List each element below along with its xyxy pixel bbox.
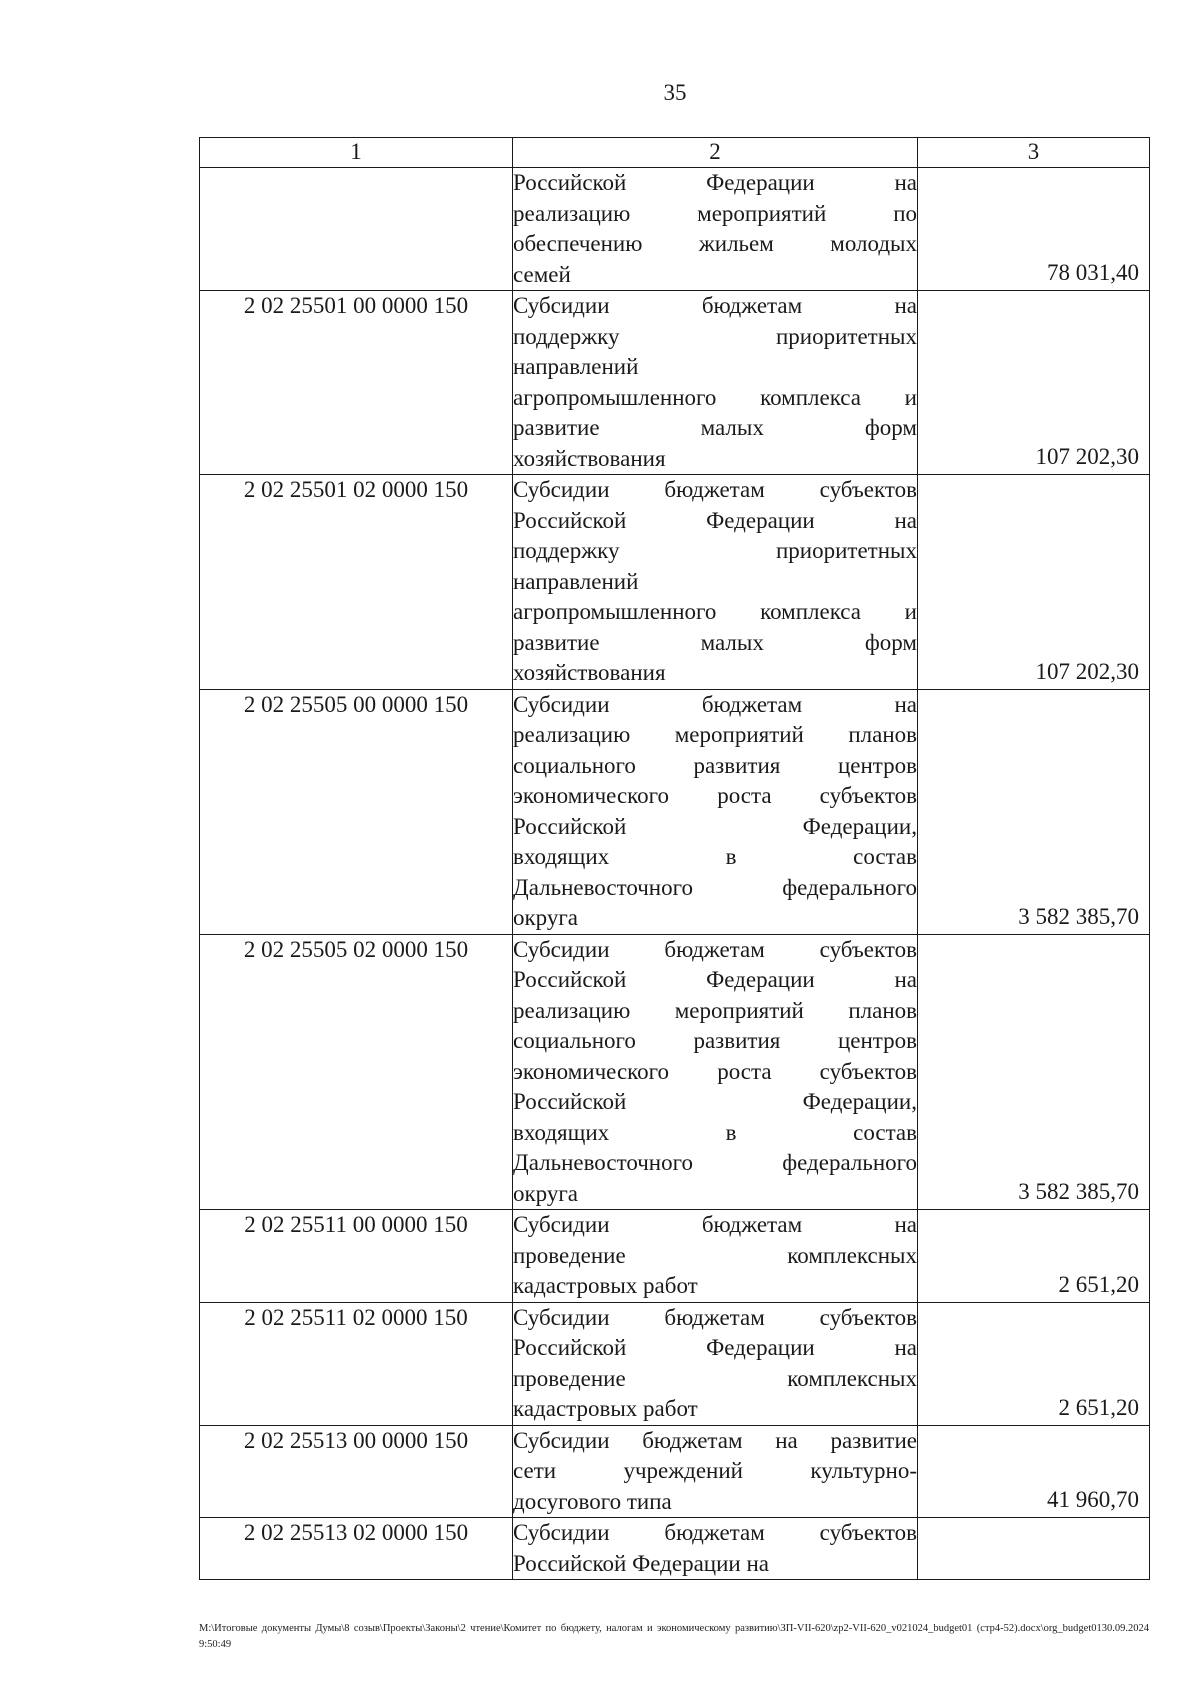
description-line: Субсидии бюджетам на развитие bbox=[513, 1427, 917, 1453]
description-cell bbox=[513, 1518, 918, 1580]
table-row bbox=[200, 1518, 1150, 1580]
description-line: проведение комплексных bbox=[513, 1365, 917, 1391]
budget-code-cell: 2 02 25501 02 0000 150 bbox=[200, 475, 513, 690]
description-line: Российской Федерации на bbox=[513, 967, 917, 992]
budget-code-cell bbox=[200, 168, 513, 291]
description-line: кадастровых работ bbox=[513, 1273, 698, 1298]
description-line: социального развития центров bbox=[513, 752, 917, 778]
description-line: округа bbox=[513, 1180, 579, 1206]
description-line: Российской Федерации, bbox=[513, 813, 917, 839]
description-line: входящих в состав bbox=[513, 1119, 917, 1145]
description-line: сети учреждений культурно- bbox=[513, 1458, 917, 1483]
description-line: экономического роста субъектов bbox=[513, 783, 917, 808]
description-line: Субсидии бюджетам на bbox=[513, 293, 917, 318]
description-line: Дальневосточного федерального bbox=[513, 1150, 917, 1175]
description-line: направлений bbox=[513, 568, 639, 594]
description-cell bbox=[513, 291, 918, 475]
description-line: Субсидии бюджетам субъектов bbox=[513, 936, 917, 962]
description-line: реализацию мероприятий по bbox=[513, 200, 917, 226]
description-line: Субсидии бюджетам субъектов bbox=[513, 1520, 917, 1545]
description-line: направлений bbox=[513, 354, 639, 379]
description-line: Российской Федерации на bbox=[513, 1550, 769, 1576]
description-line: входящих в состав bbox=[513, 844, 917, 869]
description-line: проведение комплексных bbox=[513, 1242, 917, 1268]
amount-cell: 107 202,30 bbox=[918, 291, 1150, 475]
amount-cell: 2 651,20 bbox=[918, 1302, 1150, 1425]
description-line: развитие малых форм bbox=[513, 415, 917, 440]
budget-code-cell: 2 02 25501 00 0000 150 bbox=[200, 291, 513, 475]
table-row bbox=[200, 1210, 1150, 1303]
budget-code-cell: 2 02 25513 00 0000 150 bbox=[200, 1425, 513, 1518]
amount-cell: 3 582 385,70 bbox=[918, 689, 1150, 934]
description-line: поддержку приоритетных bbox=[513, 538, 917, 563]
column-header-description: 2 bbox=[513, 138, 918, 168]
description-cell bbox=[513, 168, 918, 291]
table-body bbox=[200, 138, 1150, 1580]
description-line: досугового типа bbox=[513, 1488, 672, 1514]
description-line: семей bbox=[513, 261, 571, 287]
description-line: экономического роста субъектов bbox=[513, 1058, 917, 1084]
description-line: Субсидии бюджетам на bbox=[513, 691, 917, 717]
description-line: реализацию мероприятий планов bbox=[513, 722, 917, 747]
description-line: Субсидии бюджетам субъектов bbox=[513, 1304, 917, 1330]
budget-code-cell: 2 02 25511 02 0000 150 bbox=[200, 1302, 513, 1425]
description-cell bbox=[513, 1425, 918, 1518]
description-line: хозяйствования bbox=[513, 445, 666, 471]
description-line: Российской Федерации на bbox=[513, 507, 917, 533]
description-line: Российской Федерации, bbox=[513, 1089, 917, 1114]
description-line: Российской Федерации на bbox=[513, 170, 917, 195]
table-row bbox=[200, 934, 1150, 1210]
amount-cell: 3 582 385,70 bbox=[918, 934, 1150, 1210]
page-number: 35 bbox=[663, 80, 687, 105]
table-row bbox=[200, 291, 1150, 475]
description-line: социального развития центров bbox=[513, 1028, 917, 1053]
document-file-path: M:\Итоговые документы Думы\8 созыв\Проекты\Законы\2 чтение\Комитет по бюджету, налогам и экономическому развитию\ЗП-VII-620\zp2-VII-620_v021024_budget01 (стр4-52).docx\org_budget0130.09.2024 9:50:49 bbox=[199, 1623, 1149, 1650]
description-line: кадастровых работ bbox=[513, 1396, 698, 1421]
column-header-code: 1 bbox=[200, 138, 513, 168]
amount-cell: 78 031,40 bbox=[918, 168, 1150, 291]
description-line: хозяйствования bbox=[513, 660, 666, 685]
description-line: агропромышленного комплекса и bbox=[513, 384, 917, 410]
description-cell bbox=[513, 689, 918, 934]
budget-code-cell: 2 02 25511 00 0000 150 bbox=[200, 1210, 513, 1303]
amount-cell bbox=[918, 1518, 1150, 1580]
table-row bbox=[200, 1302, 1150, 1425]
table-row bbox=[200, 475, 1150, 690]
description-line: Субсидии бюджетам на bbox=[513, 1212, 917, 1237]
budget-table bbox=[199, 137, 1150, 1580]
amount-cell: 41 960,70 bbox=[918, 1425, 1150, 1518]
budget-code-cell: 2 02 25505 02 0000 150 bbox=[200, 934, 513, 1210]
description-line: округа bbox=[513, 905, 579, 930]
description-cell bbox=[513, 1210, 918, 1303]
table-row bbox=[200, 1425, 1150, 1518]
table-row bbox=[200, 689, 1150, 934]
description-line: поддержку приоритетных bbox=[513, 323, 917, 349]
description-line: Дальневосточного федерального bbox=[513, 874, 917, 900]
budget-code-cell: 2 02 25505 00 0000 150 bbox=[200, 689, 513, 934]
amount-cell: 2 651,20 bbox=[918, 1210, 1150, 1303]
description-line: Российской Федерации на bbox=[513, 1335, 917, 1360]
description-line: агропромышленного комплекса и bbox=[513, 599, 917, 624]
column-header-amount: 3 bbox=[918, 138, 1150, 168]
description-cell bbox=[513, 934, 918, 1210]
budget-code-cell: 2 02 25513 02 0000 150 bbox=[200, 1518, 513, 1580]
amount-cell: 107 202,30 bbox=[918, 475, 1150, 690]
description-line: развитие малых форм bbox=[513, 629, 917, 655]
description-line: Субсидии бюджетам субъектов bbox=[513, 477, 917, 502]
description-line: обеспечению жильем молодых bbox=[513, 231, 917, 256]
table-row bbox=[200, 168, 1150, 291]
description-cell bbox=[513, 475, 918, 690]
description-cell bbox=[513, 1302, 918, 1425]
description-line: реализацию мероприятий планов bbox=[513, 997, 917, 1023]
table-header-row bbox=[200, 138, 1150, 168]
